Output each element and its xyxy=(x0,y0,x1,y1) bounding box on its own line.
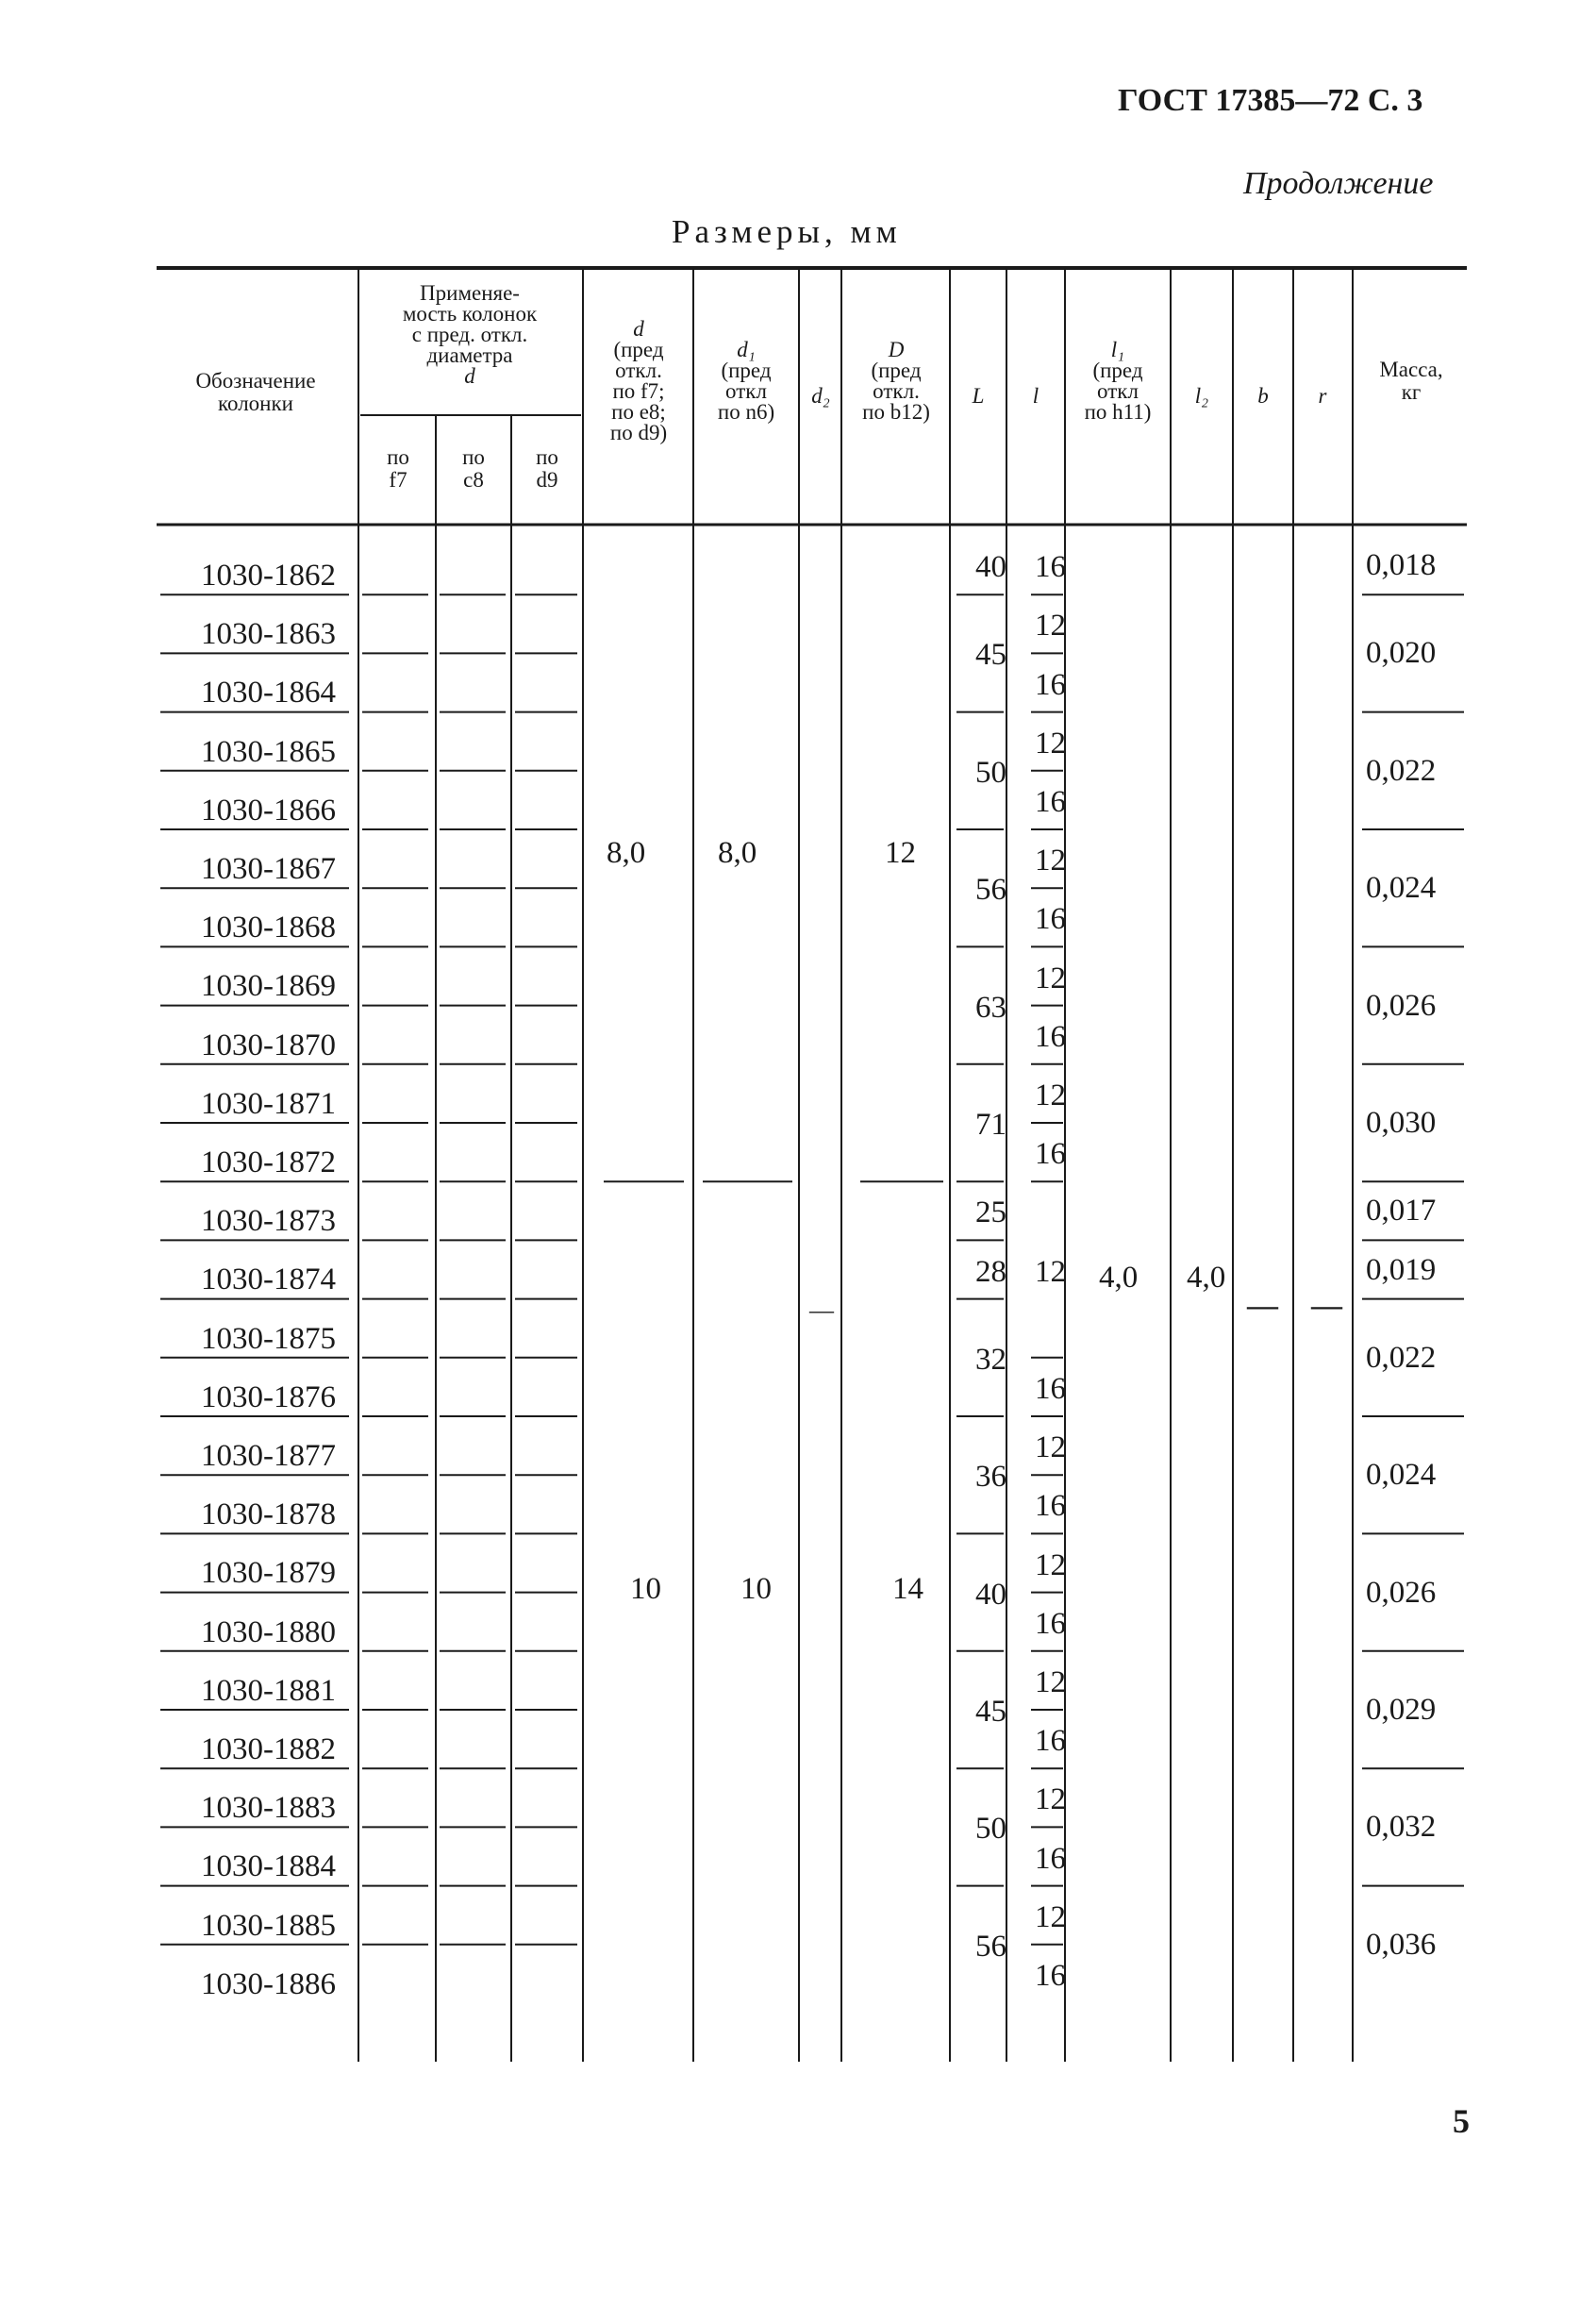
row-designation: 1030-1884 xyxy=(201,1849,336,1884)
mass-value: 0,017 xyxy=(1366,1194,1437,1229)
d2-dash: — xyxy=(809,1296,834,1324)
l-value: 12 xyxy=(1035,726,1066,761)
L-value: 50 xyxy=(975,755,1006,790)
header-app-f7: по f7 xyxy=(387,445,409,492)
mass-value: 0,029 xyxy=(1366,1693,1437,1727)
header-L: L xyxy=(972,384,985,408)
L-value: 40 xyxy=(975,550,1006,585)
row-designation: 1030-1873 xyxy=(201,1204,336,1239)
header-D: D (пред откл. по b12) xyxy=(862,338,930,424)
l-value: 16 xyxy=(1035,784,1066,819)
mass-value: 0,024 xyxy=(1366,871,1437,906)
row-designation: 1030-1881 xyxy=(201,1673,336,1708)
l-value: 12 xyxy=(1035,1547,1066,1582)
row-designation: 1030-1879 xyxy=(201,1556,336,1591)
mass-value: 0,026 xyxy=(1366,988,1437,1023)
group2-D-value: 14 xyxy=(892,1572,923,1606)
l-value: 12 xyxy=(1035,1430,1066,1465)
mass-value: 0,036 xyxy=(1366,1927,1437,1962)
mass-value: 0,019 xyxy=(1366,1252,1437,1287)
group2-d1-value: 10 xyxy=(740,1572,772,1606)
l-value: 12 xyxy=(1035,1782,1066,1817)
row-designation: 1030-1871 xyxy=(201,1086,336,1121)
row-designation: 1030-1864 xyxy=(201,676,336,711)
table-caption: Размеры, мм xyxy=(672,213,902,250)
group1-d1-value: 8,0 xyxy=(718,836,757,870)
mass-value: 0,022 xyxy=(1366,753,1437,788)
row-designation: 1030-1863 xyxy=(201,617,336,652)
L-value: 36 xyxy=(975,1460,1006,1495)
mass-value: 0,024 xyxy=(1366,1458,1437,1493)
l-value: 12 xyxy=(1035,1899,1066,1934)
L-value: 71 xyxy=(975,1108,1006,1142)
mass-value: 0,022 xyxy=(1366,1340,1437,1375)
document-reference: ГОСТ 17385—72 С. 3 xyxy=(1118,83,1423,118)
header-d: d (пред откл. по f7; по e8; по d9) xyxy=(609,317,668,444)
L-value: 45 xyxy=(975,1695,1006,1729)
l-value: 12 xyxy=(1035,1078,1066,1112)
l-value: 12 xyxy=(1035,609,1066,644)
l-value: 16 xyxy=(1035,1019,1066,1054)
L-value: 56 xyxy=(975,1929,1006,1964)
header-l1: l₁ (пред откл по h11) xyxy=(1084,338,1152,424)
l-value: 16 xyxy=(1035,1606,1066,1641)
header-app-c8: по c8 xyxy=(462,445,485,492)
row-designation: 1030-1875 xyxy=(201,1321,336,1356)
header-app-d9: по d9 xyxy=(536,445,558,492)
l2-value: 4,0 xyxy=(1187,1261,1226,1295)
l-value: 16 xyxy=(1035,550,1066,585)
header-l2: l₂ xyxy=(1194,384,1209,408)
row-designation: 1030-1886 xyxy=(201,1966,336,2001)
L-value: 45 xyxy=(975,638,1006,673)
row-designation: 1030-1862 xyxy=(201,559,336,593)
page-number: 5 xyxy=(1453,2102,1470,2140)
l-value: 16 xyxy=(1035,1137,1066,1172)
l-value: 16 xyxy=(1035,1489,1066,1524)
mass-value: 0,030 xyxy=(1366,1106,1437,1140)
mass-value: 0,018 xyxy=(1366,548,1437,583)
l-value: 12 xyxy=(1035,1254,1066,1289)
row-designation: 1030-1870 xyxy=(201,1028,336,1062)
row-designation: 1030-1885 xyxy=(201,1908,336,1943)
row-designation: 1030-1874 xyxy=(201,1262,336,1297)
header-applicability: Применяе- мость колонок с пред. откл. диаметра d xyxy=(402,281,538,388)
r-dash: — xyxy=(1311,1289,1342,1323)
row-designation: 1030-1876 xyxy=(201,1379,336,1414)
l-value: 16 xyxy=(1035,1958,1066,1993)
L-value: 40 xyxy=(975,1577,1006,1612)
mass-value: 0,020 xyxy=(1366,636,1437,671)
row-designation: 1030-1882 xyxy=(201,1732,336,1766)
group1-d-value: 8,0 xyxy=(607,836,646,870)
header-b: b xyxy=(1257,384,1269,408)
row-designation: 1030-1878 xyxy=(201,1497,336,1532)
b-dash: — xyxy=(1247,1289,1278,1323)
row-designation: 1030-1866 xyxy=(201,793,336,828)
group1-D-value: 12 xyxy=(885,836,916,870)
l-value: 12 xyxy=(1035,1664,1066,1699)
l-value: 12 xyxy=(1035,961,1066,995)
L-value: 63 xyxy=(975,990,1006,1025)
group2-d-value: 10 xyxy=(630,1572,661,1606)
mass-value: 0,032 xyxy=(1366,1810,1437,1845)
row-designation: 1030-1869 xyxy=(201,969,336,1004)
continuation-label: Продолжение xyxy=(1243,166,1434,201)
row-designation: 1030-1877 xyxy=(201,1439,336,1473)
L-value: 32 xyxy=(975,1342,1006,1377)
row-designation: 1030-1883 xyxy=(201,1791,336,1826)
l-value: 16 xyxy=(1035,1724,1066,1759)
L-value: 25 xyxy=(975,1195,1006,1230)
l1-value: 4,0 xyxy=(1099,1261,1139,1295)
header-d2: d₂ xyxy=(811,384,830,408)
l-value: 12 xyxy=(1035,844,1066,878)
l-value: 16 xyxy=(1035,667,1066,702)
row-designation: 1030-1872 xyxy=(201,1145,336,1179)
row-designation: 1030-1865 xyxy=(201,734,336,769)
l-value: 16 xyxy=(1035,1371,1066,1406)
header-l: l xyxy=(1032,384,1039,408)
header-designation: Обозначение колонки xyxy=(195,369,316,415)
l-value: 16 xyxy=(1035,902,1066,937)
row-designation: 1030-1880 xyxy=(201,1614,336,1649)
header-d1: d₁ (пред откл по n6) xyxy=(717,338,775,424)
mass-value: 0,026 xyxy=(1366,1575,1437,1610)
row-designation: 1030-1868 xyxy=(201,911,336,945)
row-designation: 1030-1867 xyxy=(201,852,336,886)
header-r: r xyxy=(1318,384,1327,408)
l-value: 16 xyxy=(1035,1841,1066,1876)
L-value: 28 xyxy=(975,1254,1006,1289)
header-mass: Масса, кг xyxy=(1379,358,1443,404)
L-value: 50 xyxy=(975,1812,1006,1847)
L-value: 56 xyxy=(975,873,1006,908)
